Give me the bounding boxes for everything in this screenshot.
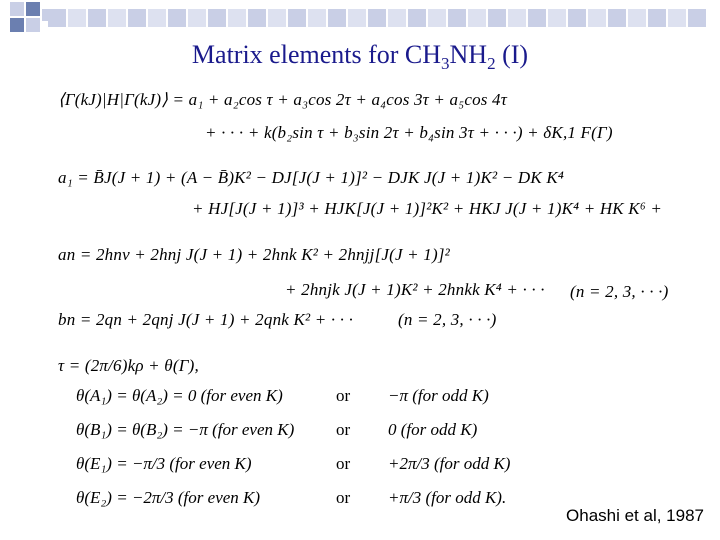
title-sub-2: 2	[487, 54, 496, 74]
header-square	[68, 9, 86, 27]
header-square	[488, 9, 506, 27]
header-square	[48, 9, 66, 27]
header-square	[688, 9, 706, 27]
header-square	[608, 9, 626, 27]
header-square	[108, 9, 126, 27]
equation-line-5: an = 2hnv + 2hnj J(J + 1) + 2hnk K² + 2hnjj[J(J + 1)]²	[58, 245, 450, 264]
header-square	[328, 9, 346, 27]
header-square	[188, 9, 206, 27]
equation-line-1: ⟨Γ(kJ)|H|Γ(kJ)⟩ = a₁ + a₂cos τ + a₃cos 2τ + a₄cos 3τ + a₅cos 4τ	[58, 90, 508, 109]
header-square	[388, 9, 406, 27]
theta-row-3-right: +2π/3 (for odd K)	[388, 454, 511, 473]
equation-line-2: + · · · + k(b₂sin τ + b₃sin 2τ + b₄sin 3τ + · · ·) + δK,1 F(Γ)	[205, 123, 613, 142]
equation-line-4: + HJ[J(J + 1)]³ + HJK[J(J + 1)]²K² + HKJ J(J + 1)K⁴ + HK K⁶ +	[192, 199, 663, 218]
theta-row-3-or: or	[336, 454, 351, 473]
equation-line-7-condition: (n = 2, 3, · · ·)	[398, 310, 497, 329]
title-prefix: Matrix elements for CH	[191, 40, 442, 69]
theta-row-2-right: 0 (for odd K)	[388, 420, 478, 439]
equation-line-8: τ = (2π/6)kρ + θ(Γ),	[58, 356, 199, 375]
theta-row-4-right: +π/3 (for odd K).	[388, 488, 507, 507]
header-bar	[48, 9, 720, 27]
theta-row-4-left: θ(E₂) = −2π/3 (for even K)	[76, 488, 261, 507]
theta-row-3-left: θ(E₁) = −π/3 (for even K)	[76, 454, 252, 473]
theta-row-2-left: θ(B₁) = θ(B₂) = −π (for even K)	[76, 420, 295, 439]
theta-row-2-or: or	[336, 420, 351, 439]
equation-line-7: bn = 2qn + 2qnj J(J + 1) + 2qnk K² + · · ·	[58, 310, 354, 329]
header-square	[268, 9, 286, 27]
header-square	[428, 9, 446, 27]
header-square	[228, 9, 246, 27]
header-square	[628, 9, 646, 27]
title-sub-3: 3	[441, 54, 450, 74]
header-square	[168, 9, 186, 27]
header-square	[248, 9, 266, 27]
header-square	[88, 9, 106, 27]
slide-title	[0, 40, 720, 74]
header-square	[148, 9, 166, 27]
header-square	[308, 9, 326, 27]
header-square	[408, 9, 426, 27]
equation-line-3: a₁ = B̄J(J + 1) + (A − B̄)K² − DJ[J(J + 1)]² − DJK J(J + 1)K² − DK K⁴	[58, 168, 565, 187]
citation-credit: Ohashi et al, 1987	[566, 506, 704, 525]
header-square	[368, 9, 386, 27]
header-square	[468, 9, 486, 27]
theta-row-4-or: or	[336, 488, 351, 507]
header-square	[648, 9, 666, 27]
header-square	[348, 9, 366, 27]
theta-row-1-left: θ(A₁) = θ(A₂) = 0 (for even K)	[76, 386, 283, 405]
equation-line-6-condition: (n = 2, 3, · · ·)	[570, 282, 669, 301]
header-square	[448, 9, 466, 27]
title-suffix: (I)	[495, 40, 529, 69]
equation-line-6: + 2hnjk J(J + 1)K² + 2hnkk K⁴ + · · ·	[285, 280, 545, 299]
header-square	[208, 9, 226, 27]
header-square	[128, 9, 146, 27]
theta-row-1-right: −π (for odd K)	[388, 386, 489, 405]
header-square	[548, 9, 566, 27]
header-square	[588, 9, 606, 27]
header-square	[568, 9, 586, 27]
header-square	[528, 9, 546, 27]
header-square	[668, 9, 686, 27]
title-mid: NH	[449, 40, 488, 69]
header-square	[288, 9, 306, 27]
header-square	[508, 9, 526, 27]
theta-row-1-or: or	[336, 386, 351, 405]
